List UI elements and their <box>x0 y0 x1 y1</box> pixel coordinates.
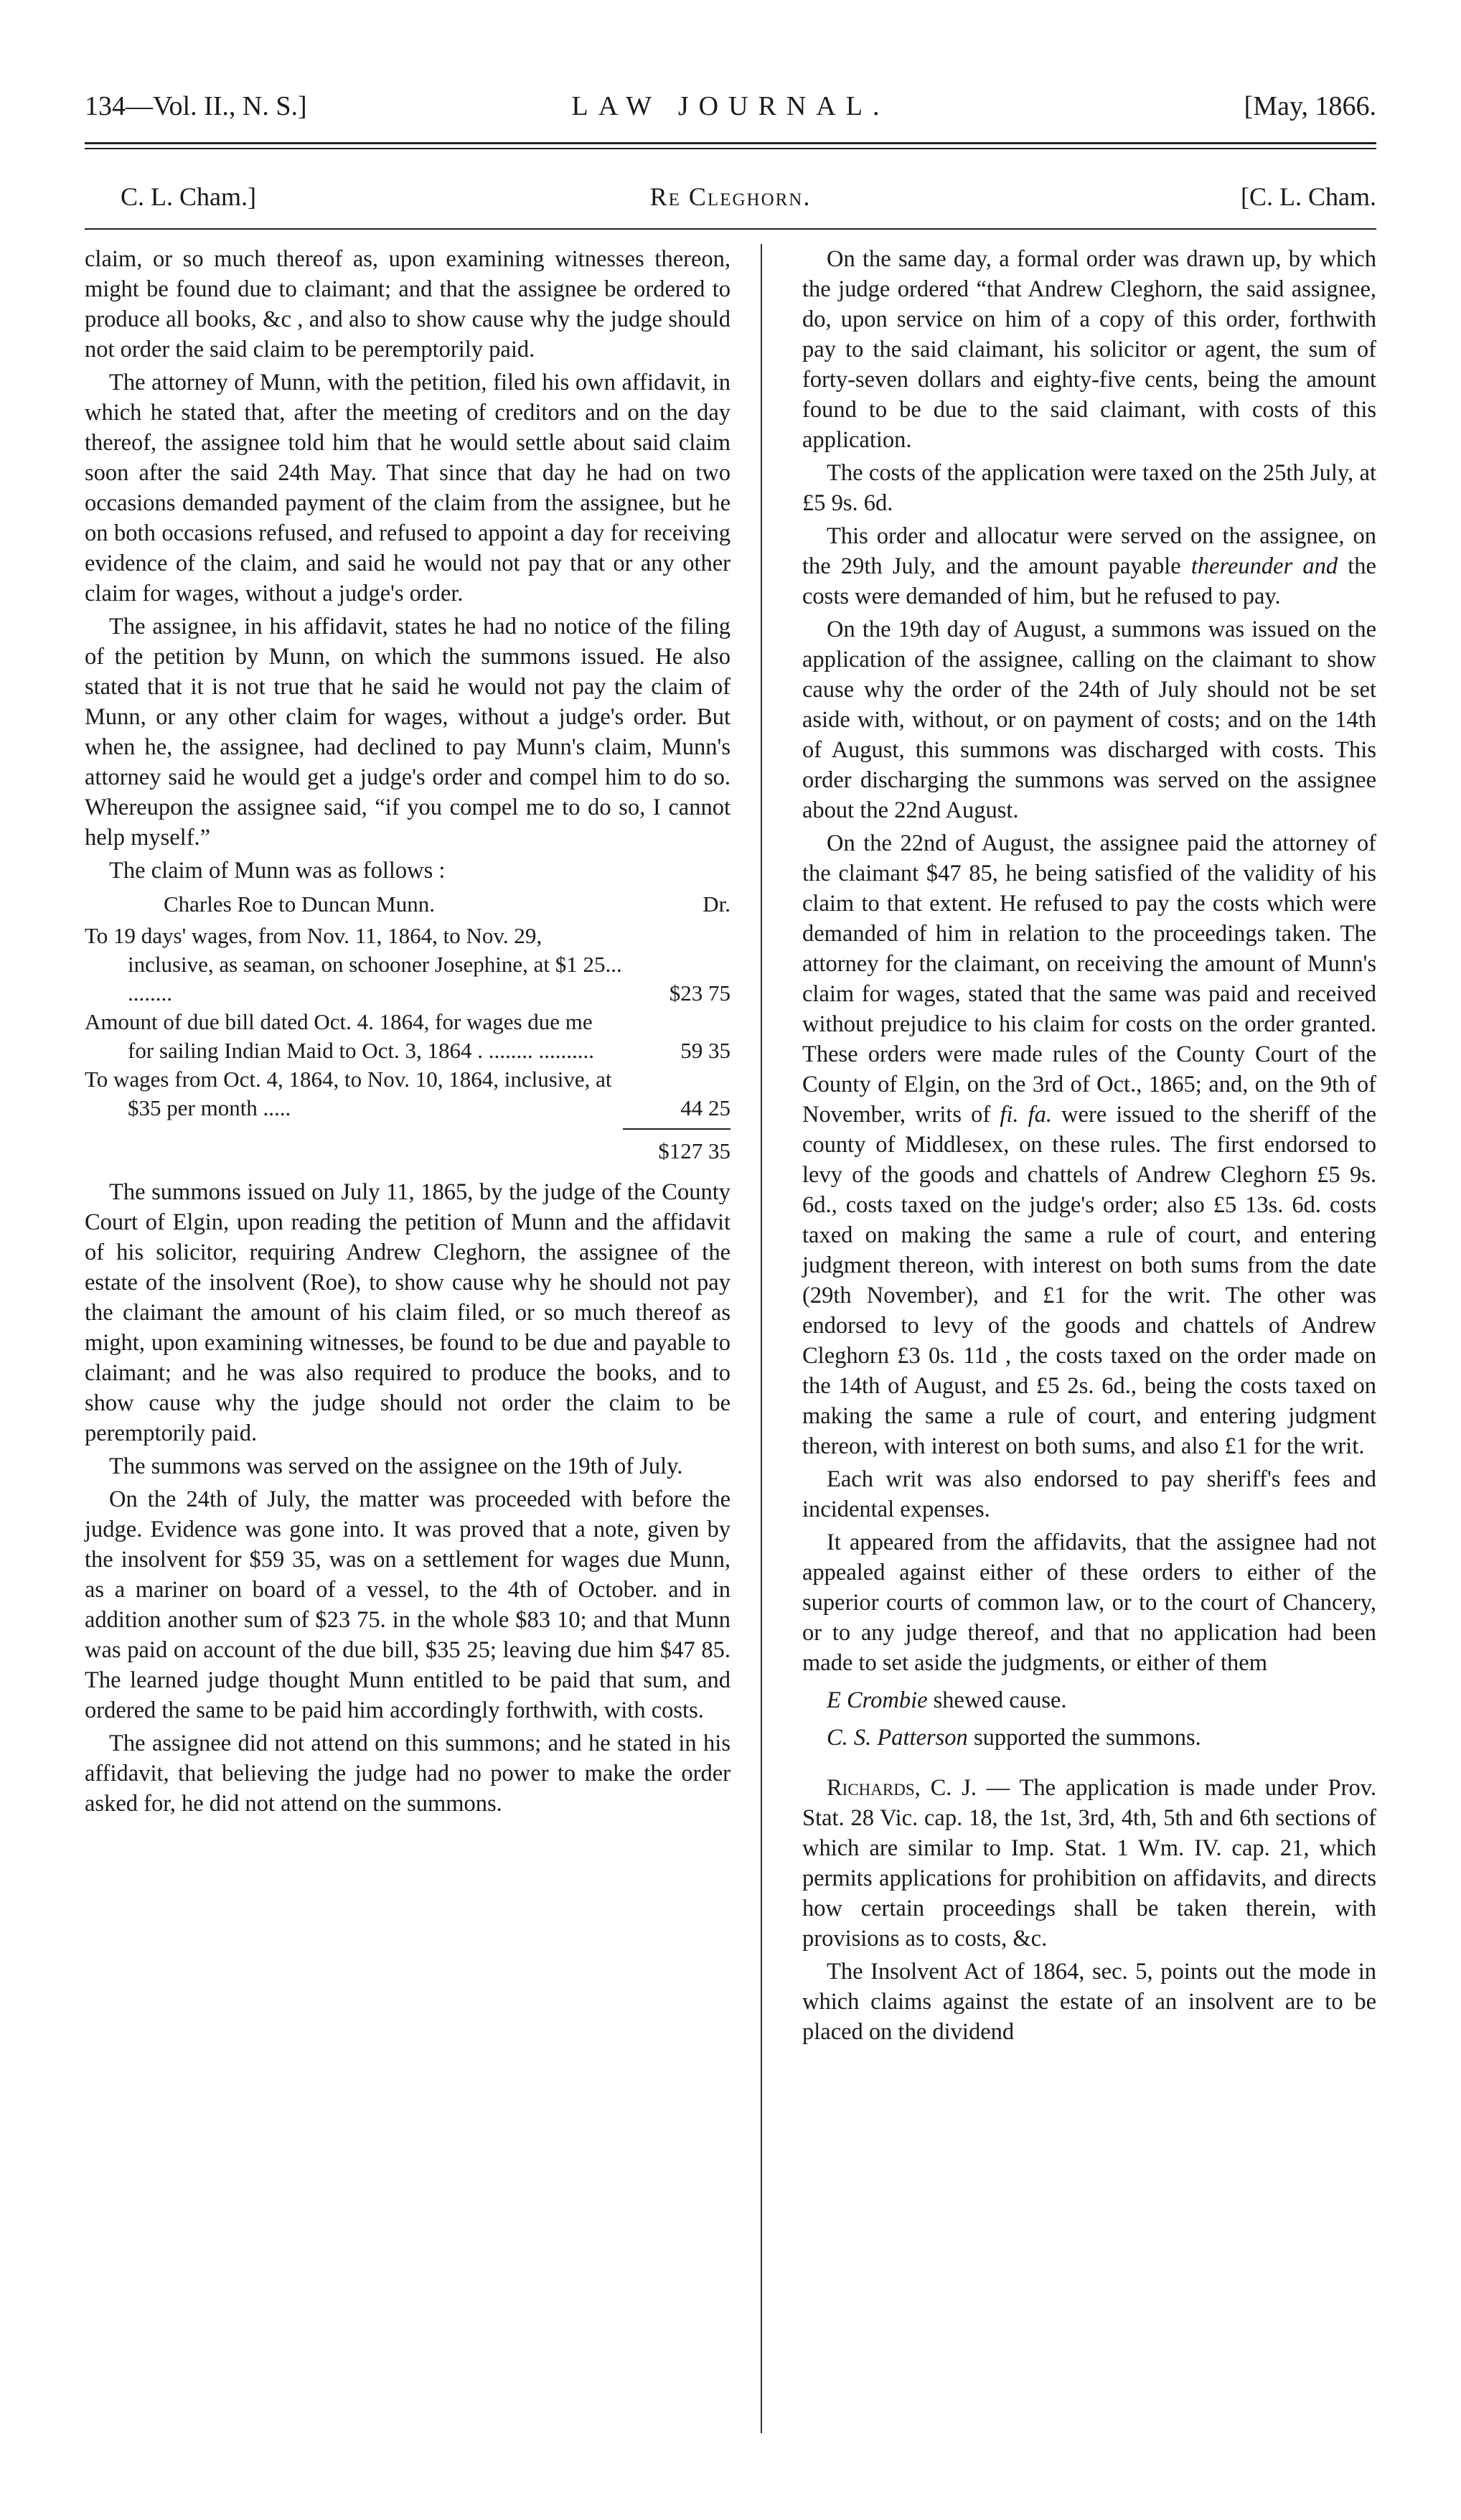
header-rule-top <box>85 142 1376 144</box>
counsel-name: C. S. Patterson <box>827 1725 968 1751</box>
subheader-rule <box>85 228 1376 230</box>
paragraph: On the same day, a formal order was drawn up, by which the judge ordered “that Andrew Cleghorn, the said assignee, do, upon service on him of a copy of this order, forthwith pay to the said claimant, his solicitor or agent, the sum of forty-seven dollars and eighty-five cents, being the amount found to be due to the said claimant, with costs of this application. <box>802 246 1376 453</box>
paragraph <box>802 521 1376 612</box>
account-parties: Charles Roe to Duncan Munn. <box>164 891 435 917</box>
paragraph: The summons issued on July 11, 1865, by the judge of the County Court of Elgin, upon reading the petition of Munn and the affidavit of his solicitor, requiring Andrew Cleghorn, the assignee of the estate of the insolvent (Roe), to show cause why he should not pay the claimant the amount of his claim filed, or so much thereof as might, upon examining witnesses, be found to be due and payable to claimant; and he was also required to produce the books, and to show cause why the judge should not order the claim to be peremptorily paid. <box>85 1179 730 1446</box>
journal-title: LAW JOURNAL. <box>571 91 890 121</box>
paragraph: The costs of the application were taxed on the 25th July, at £5 9s. 6d. <box>802 460 1376 516</box>
header-rule-bottom <box>85 148 1376 149</box>
court-left: C. L. Cham.] <box>121 182 256 211</box>
account-row-text: To 19 days' wages, from Nov. 11, 1864, to Nov. 29, inclusive, as seaman, on schooner Josephine, at $1 25... ........ <box>85 923 622 1006</box>
text-run: On the 22nd of August, the assignee paid the attorney of the claimant $47 85, he being satisfied of the validity of his claim to that extent. He refused to pay the costs which were demanded of him in relation to the proceedings taken. The attorney for the claimant, on receiving the amount of Munn's claim for wages, stated that the same was paid and received without prejudice to his claim for costs on the order granted. These orders were made rules of the County Court of the County of Elgin, on the 3rd of Oct., 1865; and, on the 9th of November, writs of <box>802 830 1376 1128</box>
judgment-text: — The application is made under Prov. Stat. 28 Vic. cap. 18, the 1st, 3rd, 4th, 5th and 6th sections of which are similar to Imp. Stat. 1 Wm. IV. cap. 21, which permits applications for prohibition on affidavits, and directs how certain proceedings shall be taken therein, with provisions as to costs, &c. <box>802 1775 1376 1952</box>
page-volume: 134—Vol. II., N. S.] <box>85 91 307 121</box>
account-row-text: Amount of due bill dated Oct. 4. 1864, for wages due me for sailing Indian Maid to Oct. 3, 1864 . ........ .......... <box>85 1009 595 1063</box>
paragraph: claim, or so much thereof as, upon examining witnesses thereon, might be found due to claimant; and that the assignee be ordered to produce all books, &c , and also to show cause why the judge should not order the said claim to be peremptorily paid. <box>85 246 730 362</box>
left-column <box>85 244 730 1822</box>
counsel-line <box>802 1685 1376 1715</box>
account-total-amount: $127 35 <box>658 1138 730 1163</box>
account-row-amount: 44 25 <box>680 1095 730 1120</box>
account-total <box>85 1128 730 1171</box>
court-right: [C. L. Cham. <box>1241 182 1376 211</box>
counsel-line <box>802 1723 1376 1753</box>
paragraph: The claim of Munn was as follows : <box>109 858 446 884</box>
paragraph: The assignee did not attend on this summons; and he stated in his affidavit, that believing the judge had no power to make the order asked for, he did not attend on the summons. <box>85 1730 730 1817</box>
case-name: Re Cleghorn. <box>649 182 812 211</box>
column-divider <box>761 244 762 2433</box>
running-header <box>85 85 1376 128</box>
italic-run: fi. fa. <box>1000 1102 1053 1128</box>
issue-date: [May, 1866. <box>1244 91 1376 121</box>
account-row-amount: 59 35 <box>680 1038 730 1063</box>
counsel-text: shewed cause. <box>927 1687 1067 1713</box>
paragraph: Each writ was also endorsed to pay sheriff's fees and incidental expenses. <box>802 1466 1376 1522</box>
account-row <box>85 1008 730 1065</box>
account-row-text: To wages from Oct. 4, 1864, to Nov. 10, 1864, inclusive, at $35 per month ..... <box>85 1067 612 1120</box>
judgment-paragraph <box>802 1773 1376 1954</box>
paragraph: The attorney of Munn, with the petition, filed his own affidavit, in which he stated that, after the meeting of creditors and on the day thereof, the assignee told him that he would settle about said claim soon after the said 24th May. That since that day he had on two occasions demanded payment of the claim from the assignee, but he on both occasions refused, and refused to appoint a day for receiving evidence of the claim, and said he would not pay that or any other claim for wages, without a judge's order. <box>85 370 730 606</box>
account-row <box>85 1065 730 1123</box>
total-rule <box>623 1128 730 1130</box>
paragraph: On the 24th of July, the matter was proceeded with before the judge. Evidence was gone into. It was proved that a note, given by the insolvent for $59 35, was on a settlement for wages due Munn, as a mariner on board of a vessel, to the 4th of October. and in addition another sum of $23 75. in the whole $83 10; and that Munn was paid on account of the due bill, $35 25; leaving due him $47 85. The learned judge thought Munn entitled to be paid that sum, and ordered the same to be paid him accordingly forthwith, with costs. <box>85 1486 730 1723</box>
counsel-text: supported the summons. <box>967 1725 1201 1751</box>
case-header <box>85 177 1376 217</box>
account-row-amount: $23 75 <box>669 980 730 1006</box>
account-row <box>85 922 730 1008</box>
counsel-name: E Crombie <box>827 1687 928 1713</box>
text-run: the costs were demanded of him, but he refused to pay. <box>802 553 1376 609</box>
claim-account <box>85 890 730 1171</box>
paragraph: The Insolvent Act of 1864, sec. 5, points out the mode in which claims against the estate of an insolvent are to be placed on the dividend <box>802 1959 1376 2045</box>
account-heading <box>85 890 730 922</box>
judge-name: Richards, C. J. <box>827 1775 977 1801</box>
account-dr: Dr. <box>703 891 730 917</box>
paragraph: On the 19th day of August, a summons was issued on the application of the assignee, calling on the claimant to show cause why the order of the 24th of July should not be set aside with, without, or on payment of costs; and on the 14th of August, this summons was discharged with costs. This order discharging the summons was served on the assignee about the 22nd August. <box>802 617 1376 823</box>
text-run: were issued to the sheriff of the county of Middlesex, on these rules. The first endorsed to levy of the goods and chattels of Andrew Cleghorn £5 9s. 6d., costs taxed on the judge's order; also £5 13s. 6d. costs taxed on making the same a rule of court, and entering judgment thereon, with interest on both sums from the date (29th November), and £1 for the writ. The other was endorsed to levy of the goods and chattels of Andrew Cleghorn £3 0s. 11d , the costs taxed on the order made on the 14th of August, and £5 2s. 6d., being the costs taxed on making the same a rule of court, and entering judgment thereon, with interest on both sums, and also £1 for the writ. <box>802 1102 1377 1459</box>
italic-run: thereunder and <box>1190 553 1338 579</box>
paragraph <box>802 828 1376 1461</box>
paragraph: It appeared from the affidavits, that the assignee had not appealed against either of these orders to either of the superior courts of common law, or to the court of Chancery, or to any judge thereof, and that no application had been made to set aside the judgments, or either of them <box>802 1530 1376 1676</box>
text-run: This order and allocatur were served on the assignee, on the 29th July, and the amount payable <box>802 523 1376 579</box>
paragraph: The summons was served on the assignee on the 19th of July. <box>109 1453 683 1479</box>
right-column <box>802 244 1376 2050</box>
paragraph: The assignee, in his affidavit, states he had no notice of the filing of the petition by Munn, on which the summons issued. He also stated that it is not true that he said he would not pay the claim of Munn, or any other claim for wages, without a judge's order. But when he, the assignee, had declined to pay Munn's claim, Munn's attorney said he would get a judge's order and compel him to do so. Whereupon the assignee said, “if you compel me to do so, I cannot help myself.” <box>85 614 730 851</box>
